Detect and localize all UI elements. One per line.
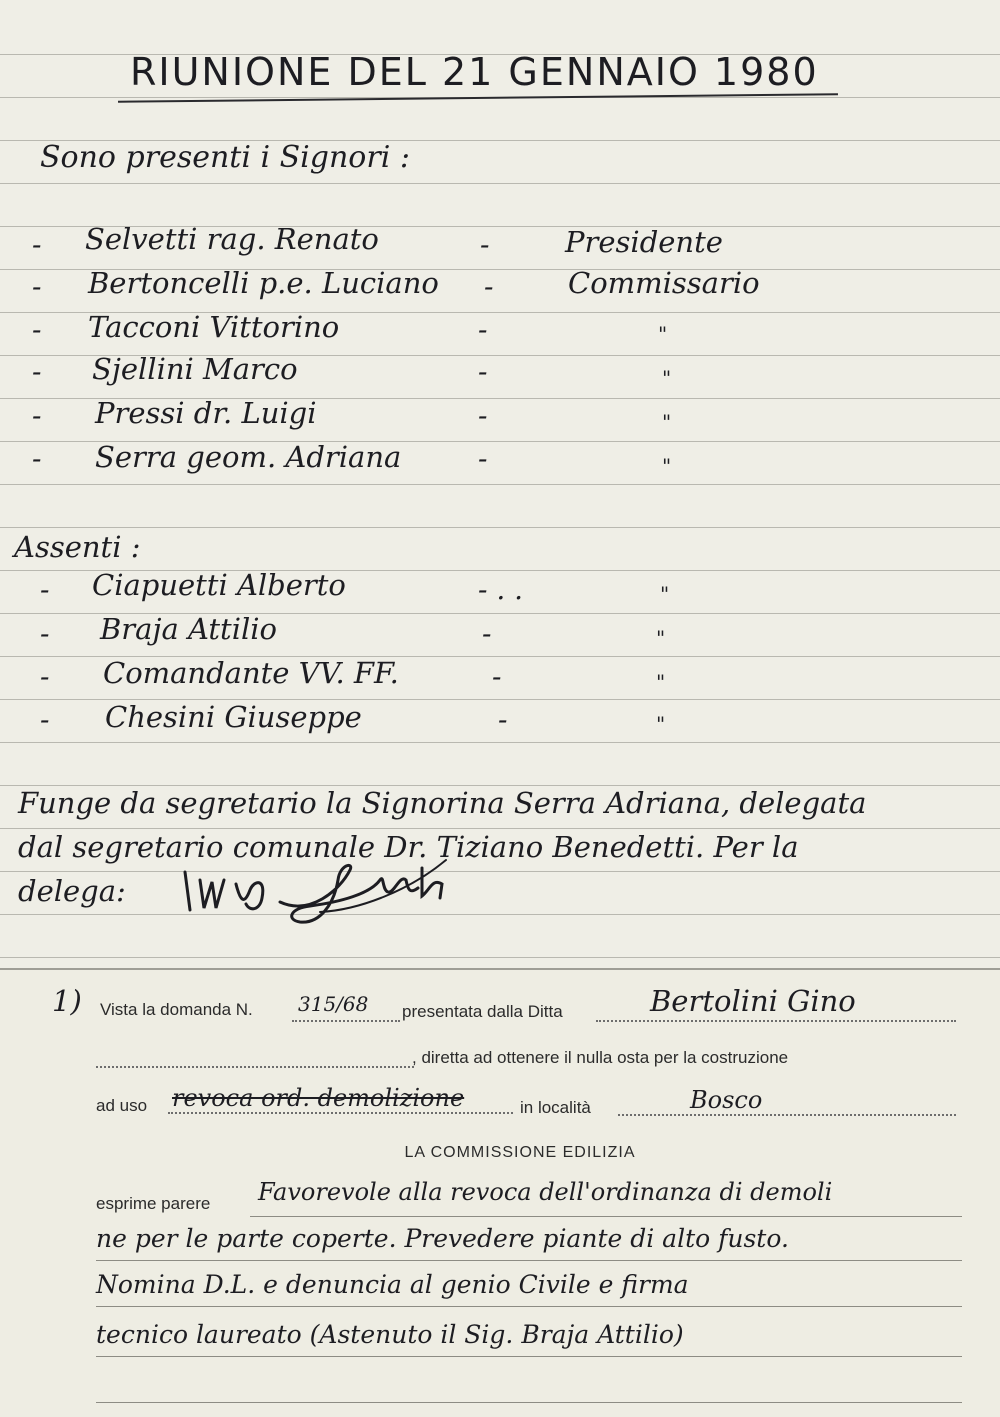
parere-text: ne per le parte coperte. Prevedere piante di alto fusto. <box>96 1224 789 1253</box>
parere-line <box>96 1356 962 1357</box>
title-underline <box>118 93 838 103</box>
vista-label: Vista la domanda N. <box>100 1000 253 1019</box>
ad-uso-value: revoca ord. demolizione <box>172 1084 465 1112</box>
item-number: 1) <box>52 984 82 1018</box>
secretary-line: dal segretario comunale Dr. Tiziano Benedetti. Per la <box>18 830 799 864</box>
form-section <box>0 968 1000 1417</box>
item-dash: - <box>32 355 42 388</box>
item-dash: - <box>32 313 42 346</box>
member-role: Commissario <box>568 266 760 300</box>
member-name: Bertoncelli p.e. Luciano <box>88 266 439 300</box>
member-role: " <box>662 454 672 478</box>
member-name: Braja Attilio <box>100 612 277 646</box>
member-name: Tacconi Vittorino <box>88 310 340 344</box>
page-title: RIUNIONE DEL 21 GENNAIO 1980 <box>130 50 819 94</box>
domanda-number-line <box>292 1020 400 1022</box>
parere-text: tecnico laureato (Astenuto il Sig. Braja Attilio) <box>96 1320 684 1349</box>
item-separator: - <box>478 355 488 388</box>
diretta-label: , diretta ad ottenere il nulla osta per la costruzione <box>412 1048 789 1067</box>
member-name: Sjellini Marco <box>92 352 298 386</box>
member-role: " <box>656 670 666 694</box>
item-separator: - <box>482 617 492 650</box>
member-name: Selvetti rag. Renato <box>85 222 379 256</box>
item-dash: - <box>40 617 50 650</box>
secretary-line: delega: <box>18 874 126 908</box>
parere-line <box>96 1306 962 1307</box>
ditta-name: Bertolini Gino <box>650 984 856 1018</box>
member-name: Comandante VV. FF. <box>103 656 399 690</box>
esprime-label: esprime parere <box>96 1194 211 1213</box>
secretary-line: Funge da segretario la Signorina Serra Adriana, delegata <box>18 786 867 820</box>
parere-text: Nomina D.L. e denuncia al genio Civile e firma <box>96 1270 689 1299</box>
localita-line <box>618 1114 956 1116</box>
localita-value: Bosco <box>690 1086 763 1114</box>
member-role: " <box>660 582 670 606</box>
member-role: " <box>656 712 666 736</box>
item-separator: - <box>478 399 488 432</box>
item-separator: - <box>480 228 490 261</box>
absent-label: Assenti : <box>14 530 141 564</box>
member-role: " <box>656 626 666 650</box>
intro-text: Sono presenti i Signori : <box>40 140 410 175</box>
item-separator: - <box>478 313 488 346</box>
member-role: " <box>662 366 672 390</box>
item-separator: - <box>478 442 488 475</box>
commission-title: LA COMMISSIONE EDILIZIA <box>404 1144 636 1161</box>
item-dash: - <box>32 442 42 475</box>
parere-line <box>250 1216 962 1217</box>
blank-line <box>96 1066 414 1068</box>
item-separator: - . . <box>478 573 524 606</box>
item-dash: - <box>40 703 50 736</box>
parere-line <box>96 1402 962 1403</box>
member-role: " <box>658 322 668 346</box>
member-role: " <box>662 410 672 434</box>
item-dash: - <box>32 228 42 261</box>
member-name: Chesini Giuseppe <box>105 700 362 734</box>
presentata-label: presentata dalla Ditta <box>402 1002 563 1021</box>
item-separator: - <box>498 703 508 736</box>
parere-line <box>96 1260 962 1261</box>
item-dash: - <box>32 399 42 432</box>
item-dash: - <box>40 573 50 606</box>
signature-mark <box>170 850 450 930</box>
item-separator: - <box>492 660 502 693</box>
item-dash: - <box>40 660 50 693</box>
member-name: Pressi dr. Luigi <box>95 396 317 430</box>
parere-text: Favorevole alla revoca dell'ordinanza di demoli <box>258 1178 833 1206</box>
member-name: Ciapuetti Alberto <box>92 568 346 602</box>
localita-label: in località <box>520 1098 591 1117</box>
domanda-number: 315/68 <box>298 992 369 1016</box>
item-dash: - <box>32 270 42 303</box>
ditta-line <box>596 1020 956 1022</box>
member-name: Serra geom. Adriana <box>95 440 402 474</box>
ad-uso-line <box>168 1112 513 1114</box>
ad-uso-label: ad uso <box>96 1096 148 1115</box>
item-separator: - <box>484 270 494 303</box>
member-role: Presidente <box>565 225 723 259</box>
